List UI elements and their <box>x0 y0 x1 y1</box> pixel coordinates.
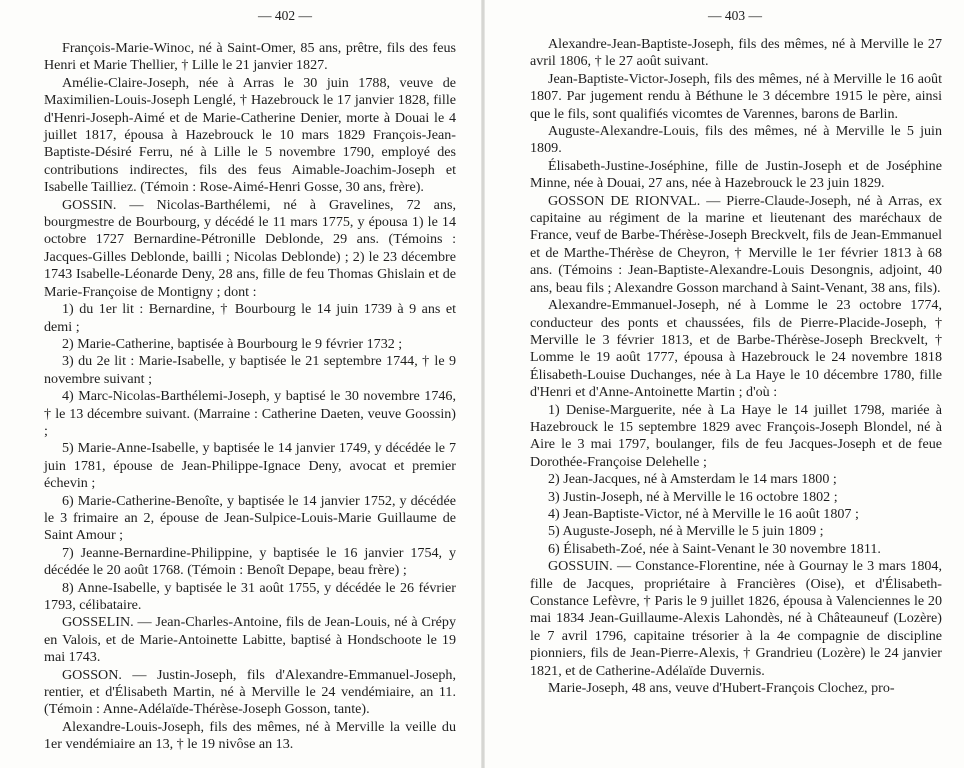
left-page <box>0 0 480 768</box>
paragraph: GOSSIN. — Nicolas-Barthélemi, né à Gravelines, 72 ans, bourgmestre de Bourbourg, y décédé le 11 mars 1775, y épousa 1) le 14 octobre 1727 Bernardine-Pétronille Deblonde, 29 ans. (Témoins : Jacques-Gilles Deblonde, bailli ; Nicolas Deblonde) ; 2) le 23 décembre 1743 Isabelle-Léonarde Deny, 28 ans, fille de feu Thomas Ghislain et de Marie-Françoise de Montigny ; dont : <box>44 196 456 300</box>
list-item: 4) Marc-Nicolas-Barthélemi-Joseph, y baptisé le 30 novembre 1746, † le 13 décembre suivant. (Marraine : Catherine Daeten, veuve Goossin) ; <box>44 388 456 439</box>
paragraph: Alexandre-Jean-Baptiste-Joseph, fils des mêmes, né à Merville le 27 avril 1806, † le 27 août suivant. <box>530 36 942 70</box>
page-text <box>530 36 942 697</box>
page-text <box>44 40 456 754</box>
list-item: 2) Marie-Catherine, baptisée à Bourbourg le 9 février 1732 ; <box>62 335 403 352</box>
paragraph: Alexandre-Louis-Joseph, fils des mêmes, né à Merville la veille du 1er vendémiaire an 13, † le 19 nivôse an 13. <box>44 718 456 753</box>
list-item: 5) Auguste-Joseph, né à Merville le 5 juin 1809 ; <box>548 523 824 540</box>
list-item: 2) Jean-Jacques, né à Amsterdam le 14 mars 1800 ; <box>548 471 837 488</box>
page-number: — 403 — <box>708 8 762 23</box>
list-item: 3) du 2e lit : Marie-Isabelle, y baptisée le 21 septembre 1744, † le 9 novembre suivant ; <box>44 353 456 387</box>
paragraph: GOSSUIN. — Constance-Florentine, née à Gournay le 3 mars 1804, fille de Jacques, propriétaire à Francières (Oise), et d'Élisabeth-Constance Lefèvre, † Paris le 9 juillet 1826, épousa à Valenciennes le 20 mai 1834 Jean-Guillaume-Alexis Lahondès, né à Châteauneuf (Lozère) le 7 avril 1796, capitaine trésorier à la 4e compagnie de discipline pionniers, fils de Jean-Pierre-Alexis, † Grandrieu (Lozère) le 24 janvier 1821, et de Catherine-Adélaïde Duvernis. <box>530 558 942 679</box>
list-item: 6) Marie-Catherine-Benoîte, y baptisée le 14 janvier 1752, y décédée le 3 frimaire an 2, épouse de Jean-Sulpice-Louis-Marie Guillaume de Saint Amour ; <box>44 492 456 544</box>
list-item: 4) Jean-Baptiste-Victor, né à Merville le 16 août 1807 ; <box>548 505 859 522</box>
list-item: 1) du 1er lit : Bernardine, † Bourbourg le 14 juin 1739 à 9 ans et demi ; <box>44 301 456 335</box>
paragraph: Marie-Joseph, 48 ans, veuve d'Hubert-François Clochez, pro- <box>548 680 895 697</box>
list-item: 8) Anne-Isabelle, y baptisée le 31 août 1755, y décédée le 26 février 1793, célibataire. <box>44 579 456 613</box>
page-number: — 402 — <box>258 8 312 23</box>
paragraph: GOSSELIN. — Jean-Charles-Antoine, fils de Jean-Louis, né à Crépy en Valois, et de Marie-Antoinette Labitte, baptisé à Hondschoote le 19 mai 1743. <box>44 614 456 666</box>
paragraph: GOSSON. — Justin-Joseph, fils d'Alexandre-Emmanuel-Joseph, rentier, et d'Élisabeth Martin, né à Merville le 24 vendémiaire, an 11. (Témoin : Anne-Adélaïde-Thérèse-Joseph Gosson, tante). <box>44 666 456 718</box>
book-gutter <box>481 0 485 768</box>
list-item: 3) Justin-Joseph, né à Merville le 16 octobre 1802 ; <box>548 488 838 505</box>
paragraph: Amélie-Claire-Joseph, née à Arras le 30 juin 1788, veuve de Maximilien-Louis-Joseph Lenglé, † Hazebrouck le 17 janvier 1828, fille d'Henri-Joseph-Aimé et de Marie-Catherine Denier, morte à Douai le 4 juillet 1817, épousa à Hazebrouck le 10 mars 1829 François-Jean-Baptiste-Désiré Ferru, né à Lille le 5 novembre 1790, employé des contributions indirectes, fils des feus Aimable-Joachim-Joseph et Isabelle Tailliez. (Témoin : Rose-Aimé-Henri Gosse, 30 ans, frère). <box>44 74 456 196</box>
paragraph: Alexandre-Emmanuel-Joseph, né à Lomme le 23 octobre 1774, conducteur des ponts et chaussées, fils de Pierre-Placide-Joseph, † Merville le 3 février 1813, et de Barbe-Thérèse-Joseph Breckvelt, † Lomme le 19 août 1777, épousa à Hazebrouck le 24 novembre 1818 Élisabeth-Louise Duchanges, née à La Haye le 10 décembre 1780, fille d'Henri et d'Anne-Antoinette Martin ; d'où : <box>530 297 942 401</box>
paragraph: Auguste-Alexandre-Louis, fils des mêmes, né à Merville le 5 juin 1809. <box>530 123 942 157</box>
paragraph: Élisabeth-Justine-Joséphine, fille de Justin-Joseph et de Joséphine Minne, née à Douai, 27 ans, née à Hazebrouck le 23 juin 1829. <box>530 157 942 192</box>
right-page <box>486 0 964 768</box>
paragraph: Jean-Baptiste-Victor-Joseph, fils des mêmes, né à Merville le 16 août 1807. Par jugement rendu à Béthune le 3 décembre 1915 le père, ainsi que le fils, sont qualifiés vicomtes de Varennes, barons de Barlin. <box>530 70 942 122</box>
list-item: 1) Denise-Marguerite, née à La Haye le 14 juillet 1798, mariée à Hazebrouck le 15 septembre 1829 avec François-Joseph Blondel, né à Aire le 3 mai 1797, boulanger, fils de feu Jacques-Joseph et de feue Dorothée-Françoise Delehelle ; <box>530 401 942 470</box>
list-item: 5) Marie-Anne-Isabelle, y baptisée le 14 janvier 1749, y décédée le 7 juin 1781, épouse de Jean-Philippe-Ignace Deny, avocat et premier échevin ; <box>44 440 456 492</box>
list-item: 6) Élisabeth-Zoé, née à Saint-Venant le 30 novembre 1811. <box>548 540 881 557</box>
paragraph: François-Marie-Winoc, né à Saint-Omer, 85 ans, prêtre, fils des feus Henri et Marie Thellier, † Lille le 21 janvier 1827. <box>44 40 456 74</box>
paragraph: GOSSON DE RIONVAL. — Pierre-Claude-Joseph, né à Arras, ex capitaine au régiment de la marine et lieutenant des maréchaux de France, veuf de Barbe-Thérèse-Joseph Breckvelt, fils de Jean-Emmanuel et de Marthe-Thérèse de Cheyron, † Merville le 1er février 1813 à 68 ans. (Témoins : Jean-Baptiste-Alexandre-Louis Desongnis, adjoint, 40 ans, beau fils ; Alexandre Gosson marchand à Saint-Venant, 38 ans, fils). <box>530 192 942 296</box>
list-item: 7) Jeanne-Bernardine-Philippine, y baptisée le 16 janvier 1754, y décédée le 20 août 1768. (Témoin : Benoît Depape, beau frère) ; <box>44 544 456 579</box>
